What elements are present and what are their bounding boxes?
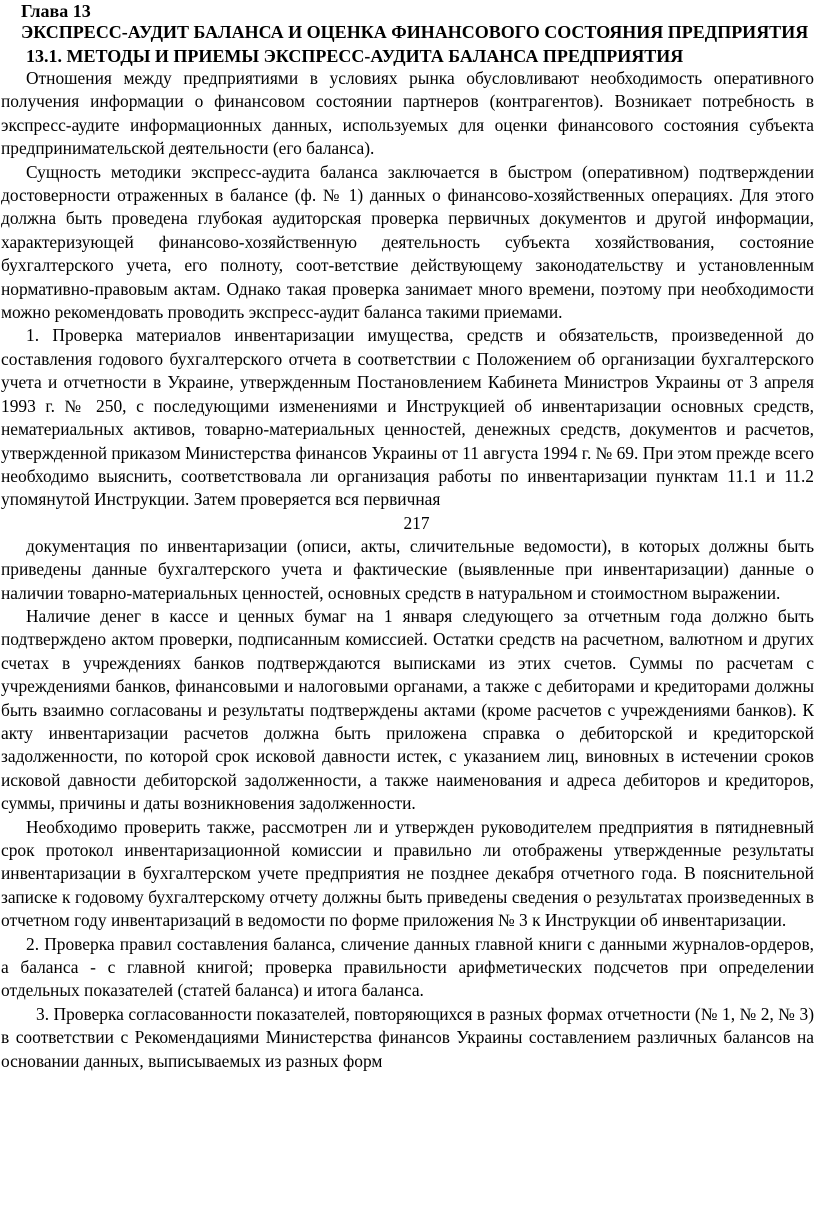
chapter-heading: Глава 13 bbox=[21, 1, 91, 21]
paragraph: 2. Проверка правил составления баланса, сличение данных главной книги с данными журналов-ордеров, а баланса - с главной книгой; проверка правильности арифметических подсчетов при определении отдельных показателей (статей баланса) и итога баланса. bbox=[1, 933, 814, 1001]
paragraph: 3. Проверка согласованности показателей, повторяющихся в разных формах отчетности (№ 1, № 2, № 3) в соответствии с Рекомендациями Министерства финансов Украины составлением различных балансов на основании данных, выписываемых из разных форм bbox=[1, 1003, 814, 1071]
paragraph: документация по инвентаризации (описи, акты, сличительные ведомости), в которых должны быть приведены данные бухгалтерского учета и фактические (выявленные при инвентаризации) данные о наличии товарно-материальных ценностей, основных средств в натуральном и стоимостном выражении. bbox=[1, 535, 814, 603]
paragraph: Наличие денег в кассе и ценных бумаг на 1 января следующего за отчетным года должно быть подтверждено актом проверки, подписанным комиссией. Остатки средств на расчетном, валютном и других счетах в учреждениях банков подтверждаются выписками из этих счетов. Суммы по расчетам с учреждениями банков, финансовыми и налоговыми органами, а также с дебиторами и кредиторами должны быть взаимно согласованы и результаты подтверждены актами (кроме расчетов с учреждениями банков). К акту инвентаризации расчетов должна быть приложена справка о дебиторской и кредиторской задолженности, по которой срок исковой давности истек, с указанием лиц, виновных в истечении сроков исковой давности дебиторской задолженности, а также наименования и адреса дебиторов и кредиторов, суммы, причины и даты возникновения задолженности. bbox=[1, 605, 814, 814]
page-number: 217 bbox=[403, 512, 430, 533]
section-heading: 13.1. МЕТОДЫ И ПРИЕМЫ ЭКСПРЕСС-АУДИТА БАЛАНСА ПРЕДПРИЯТИЯ bbox=[26, 46, 684, 66]
paragraph: Сущность методики экспресс-аудита баланса заключается в быстром (оперативном) подтверждении достоверности отраженных в балансе (ф. № 1) данных о финансово-хозяйственных операциях. Для этого должна быть проведена глубокая аудиторская проверка первичных документов и другой информации, характеризующей финансово-хозяйственную деятельность субъекта хозяйствования, состояние бухгалтерского учета, его полноту, соот-ветствие действующему законодательству и установленным нормативно-правовым актам. Однако такая проверка занимает много времени, поэтому при необходимости можно рекомендовать проводить экспресс-аудит баланса такими приемами. bbox=[1, 161, 814, 323]
paragraph: Необходимо проверить также, рассмотрен ли и утвержден руководителем предприятия в пятидневный срок протокол инвентаризационной комиссии и правильно ли отображены утвержденные результаты инвентаризации в бухгалтерском учете предприятия не позднее декабря отчетного года. В пояснительной записке к годовому бухгалтерскому отчету должны быть приведены сведения о результатах произведенных в отчетном году инвентаризаций в ведомости по форме приложения № 3 к Инструкции об инвентаризации. bbox=[1, 816, 814, 931]
paragraph: Отношения между предприятиями в условиях рынка обусловливают необходимость оперативного получения информации о финансовом состоянии партнеров (контрагентов). Возникает потребность в экспресс-аудите информационных данных, используемых для оценки финансового состояния субъекта предпринимательской деятельности (его баланса). bbox=[1, 68, 814, 159]
paragraph: 1. Проверка материалов инвентаризации имущества, средств и обязательств, произведенной до составления годового бухгалтерского отчета в соответствии с Положением об организации бухгалтерского учета и отчетности в Украине, утвержденным Постановлением Кабинета Министров Украины от 3 апреля 1993 г. № 250, с последующими изменениями и Инструкцией об инвентаризации основных средств, нематериальных активов, товарно-материальных ценностей, денежных средств, документов и расчетов, утвержденной приказом Министерства финансов Украины от 11 августа 1994 г. № 69. При этом прежде всего необходимо выяснить, соответствовала ли организация работы по инвентаризации пунктам 11.1 и 11.2 упомянутой Инструкции. Затем проверяется вся первичная bbox=[1, 325, 814, 510]
document-page bbox=[0, 1, 816, 1225]
chapter-title: ЭКСПРЕСС-АУДИТ БАЛАНСА И ОЦЕНКА ФИНАНСОВОГО СОСТОЯНИЯ ПРЕДПРИЯТИЯ bbox=[21, 22, 809, 42]
